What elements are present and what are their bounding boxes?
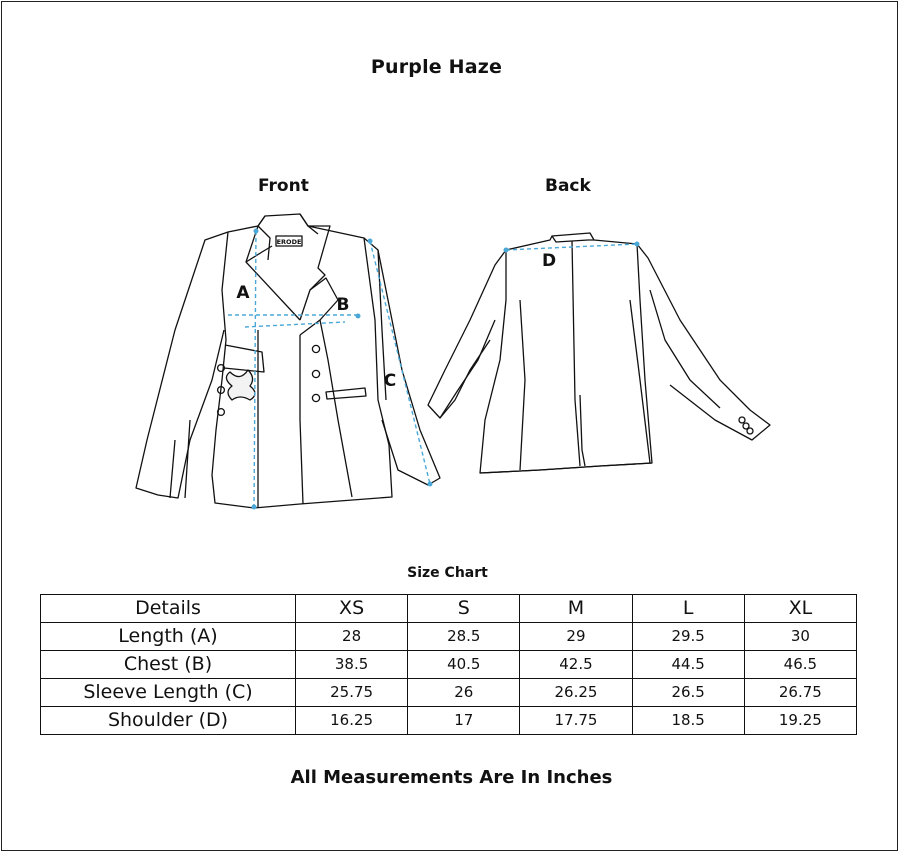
row-label: Shoulder (D) — [41, 707, 296, 735]
table-header-row — [41, 595, 857, 623]
marker-d: D — [541, 251, 557, 271]
marker-a: A — [236, 283, 250, 303]
chest-secondary-line — [245, 322, 345, 327]
table-cell: 19.25 — [744, 707, 856, 735]
table-cell: 30 — [744, 623, 856, 651]
table-cell: 17 — [408, 707, 520, 735]
back-view-label: Back — [545, 176, 591, 196]
table-row — [41, 707, 857, 735]
table-cell: 26.25 — [520, 679, 632, 707]
table-cell: 46.5 — [744, 651, 856, 679]
table-cell: 26.5 — [632, 679, 744, 707]
product-title: Purple Haze — [370, 56, 503, 78]
row-label: Length (A) — [41, 623, 296, 651]
row-label: Chest (B) — [41, 651, 296, 679]
table-cell: 17.75 — [520, 707, 632, 735]
header-s: S — [408, 595, 520, 623]
table-row — [41, 651, 857, 679]
header-xs: XS — [296, 595, 408, 623]
jacket-front-drawing — [136, 214, 440, 508]
jacket-back-drawing — [428, 233, 770, 473]
size-chart-table — [40, 594, 857, 735]
header-xl: XL — [744, 595, 856, 623]
table-cell: 25.75 — [296, 679, 408, 707]
front-view-label: Front — [258, 176, 309, 196]
table-cell: 28.5 — [408, 623, 520, 651]
table-cell: 44.5 — [632, 651, 744, 679]
header-details: Details — [41, 595, 296, 623]
table-cell: 16.25 — [296, 707, 408, 735]
table-cell: 42.5 — [520, 651, 632, 679]
header-m: M — [520, 595, 632, 623]
brand-tag-text: ERODE — [276, 238, 302, 246]
row-label: Sleeve Length (C) — [41, 679, 296, 707]
table-cell: 28 — [296, 623, 408, 651]
measurement-note: All Measurements Are In Inches — [290, 767, 613, 788]
size-chart-title: Size Chart — [407, 565, 488, 581]
table-cell: 29 — [520, 623, 632, 651]
table-cell: 26 — [408, 679, 520, 707]
table-cell: 29.5 — [632, 623, 744, 651]
table-cell: 26.75 — [744, 679, 856, 707]
table-row — [41, 623, 857, 651]
table-cell: 18.5 — [632, 707, 744, 735]
marker-c: C — [383, 371, 397, 391]
header-l: L — [632, 595, 744, 623]
table-row — [41, 679, 857, 707]
front-measure-points — [252, 229, 433, 510]
table-cell: 38.5 — [296, 651, 408, 679]
marker-b: B — [336, 295, 350, 315]
table-cell: 40.5 — [408, 651, 520, 679]
